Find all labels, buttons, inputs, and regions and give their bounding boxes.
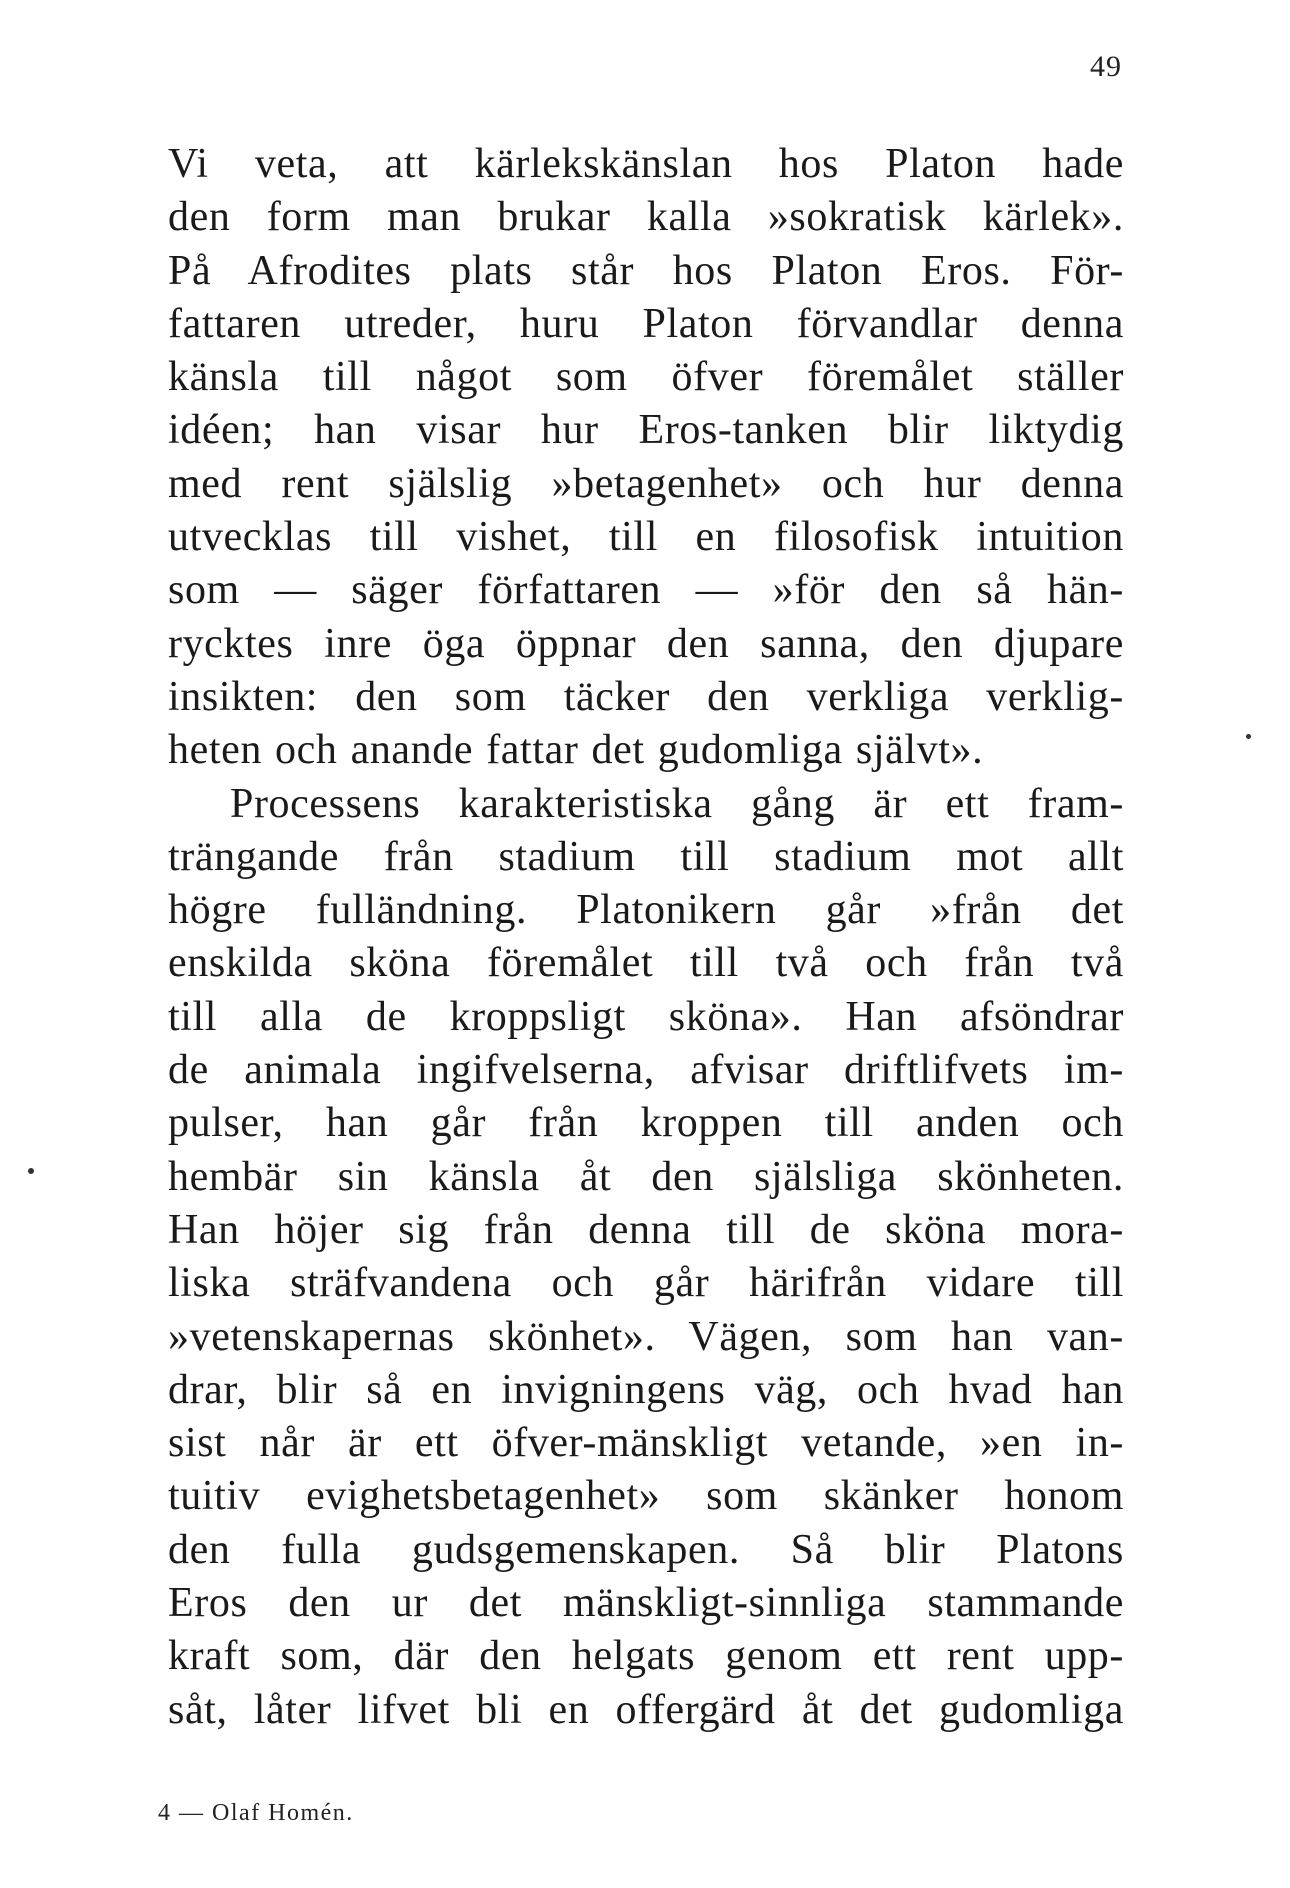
text-line: enskilda sköna föremålet till två och från två (168, 940, 1124, 987)
body-text (168, 138, 1124, 1737)
text-line: som — säger författaren — »för den så hän- (168, 567, 1124, 614)
text-line: hembär sin känsla åt den själsliga skönheten. (168, 1153, 1124, 1200)
text-line: Han höjer sig från denna till de sköna mora- (168, 1206, 1124, 1253)
text-line: med rent själslig »betagenhet» och hur denna (168, 460, 1124, 507)
text-line: känsla till något som öfver föremålet ställer (168, 354, 1124, 401)
text-line: »vetenskapernas skönhet». Vägen, som han van- (168, 1313, 1124, 1360)
text-line: Vi veta, att kärlekskänslan hos Platon hade (168, 141, 1124, 187)
text-line: de animala ingifvelserna, afvisar driftlifvets im- (168, 1047, 1124, 1094)
text-line: till alla de kroppsligt sköna». Han afsöndrar (168, 993, 1124, 1040)
text-line: Processens karakteristiska gång är ett fram- (230, 780, 1124, 827)
print-speck (28, 1168, 34, 1174)
text-line: trängande från stadium till stadium mot allt (168, 833, 1124, 880)
text-line: insikten: den som täcker den verkliga verklig- (168, 673, 1124, 720)
text-line: den fulla gudsgemenskapen. Så blir Platons (168, 1526, 1124, 1573)
text-line: Eros den ur det mänskligt-sinnliga stammande (168, 1580, 1124, 1627)
print-speck (1246, 734, 1251, 739)
text-line: liska sträfvandena och går härifrån vidare till (168, 1260, 1124, 1307)
text-line: den form man brukar kalla »sokratisk kärlek». (168, 194, 1124, 241)
text-line: högre fulländning. Platonikern går »från det (168, 887, 1124, 934)
text-line: fattaren utreder, huru Platon förvandlar denna (168, 300, 1124, 347)
text-line: drar, blir så en invigningens väg, och hvad han (168, 1366, 1124, 1413)
page-number: 49 (1090, 50, 1122, 83)
text-line: heten och anande fattar det gudomliga självt». (168, 727, 984, 774)
text-line: sist når är ett öfver-mänskligt vetande, »en in- (168, 1420, 1124, 1467)
text-line: kraft som, där den helgats genom ett rent upp- (168, 1633, 1124, 1680)
text-line: rycktes inre öga öppnar den sanna, den djupare (168, 620, 1124, 667)
text-line: idéen; han visar hur Eros-tanken blir liktydig (168, 407, 1124, 454)
text-line: såt, låter lifvet bli en offergärd åt det gudomliga (168, 1686, 1124, 1733)
text-line: utvecklas till vishet, till en filosofisk intuition (168, 514, 1124, 561)
text-line: tuitiv evighetsbetagenhet» som skänker honom (168, 1473, 1124, 1520)
text-line: På Afrodites plats står hos Platon Eros. För- (168, 247, 1124, 294)
signature-mark: 4 — Olaf Homén. (158, 1800, 354, 1826)
text-line: pulser, han går från kroppen till anden och (168, 1100, 1124, 1147)
